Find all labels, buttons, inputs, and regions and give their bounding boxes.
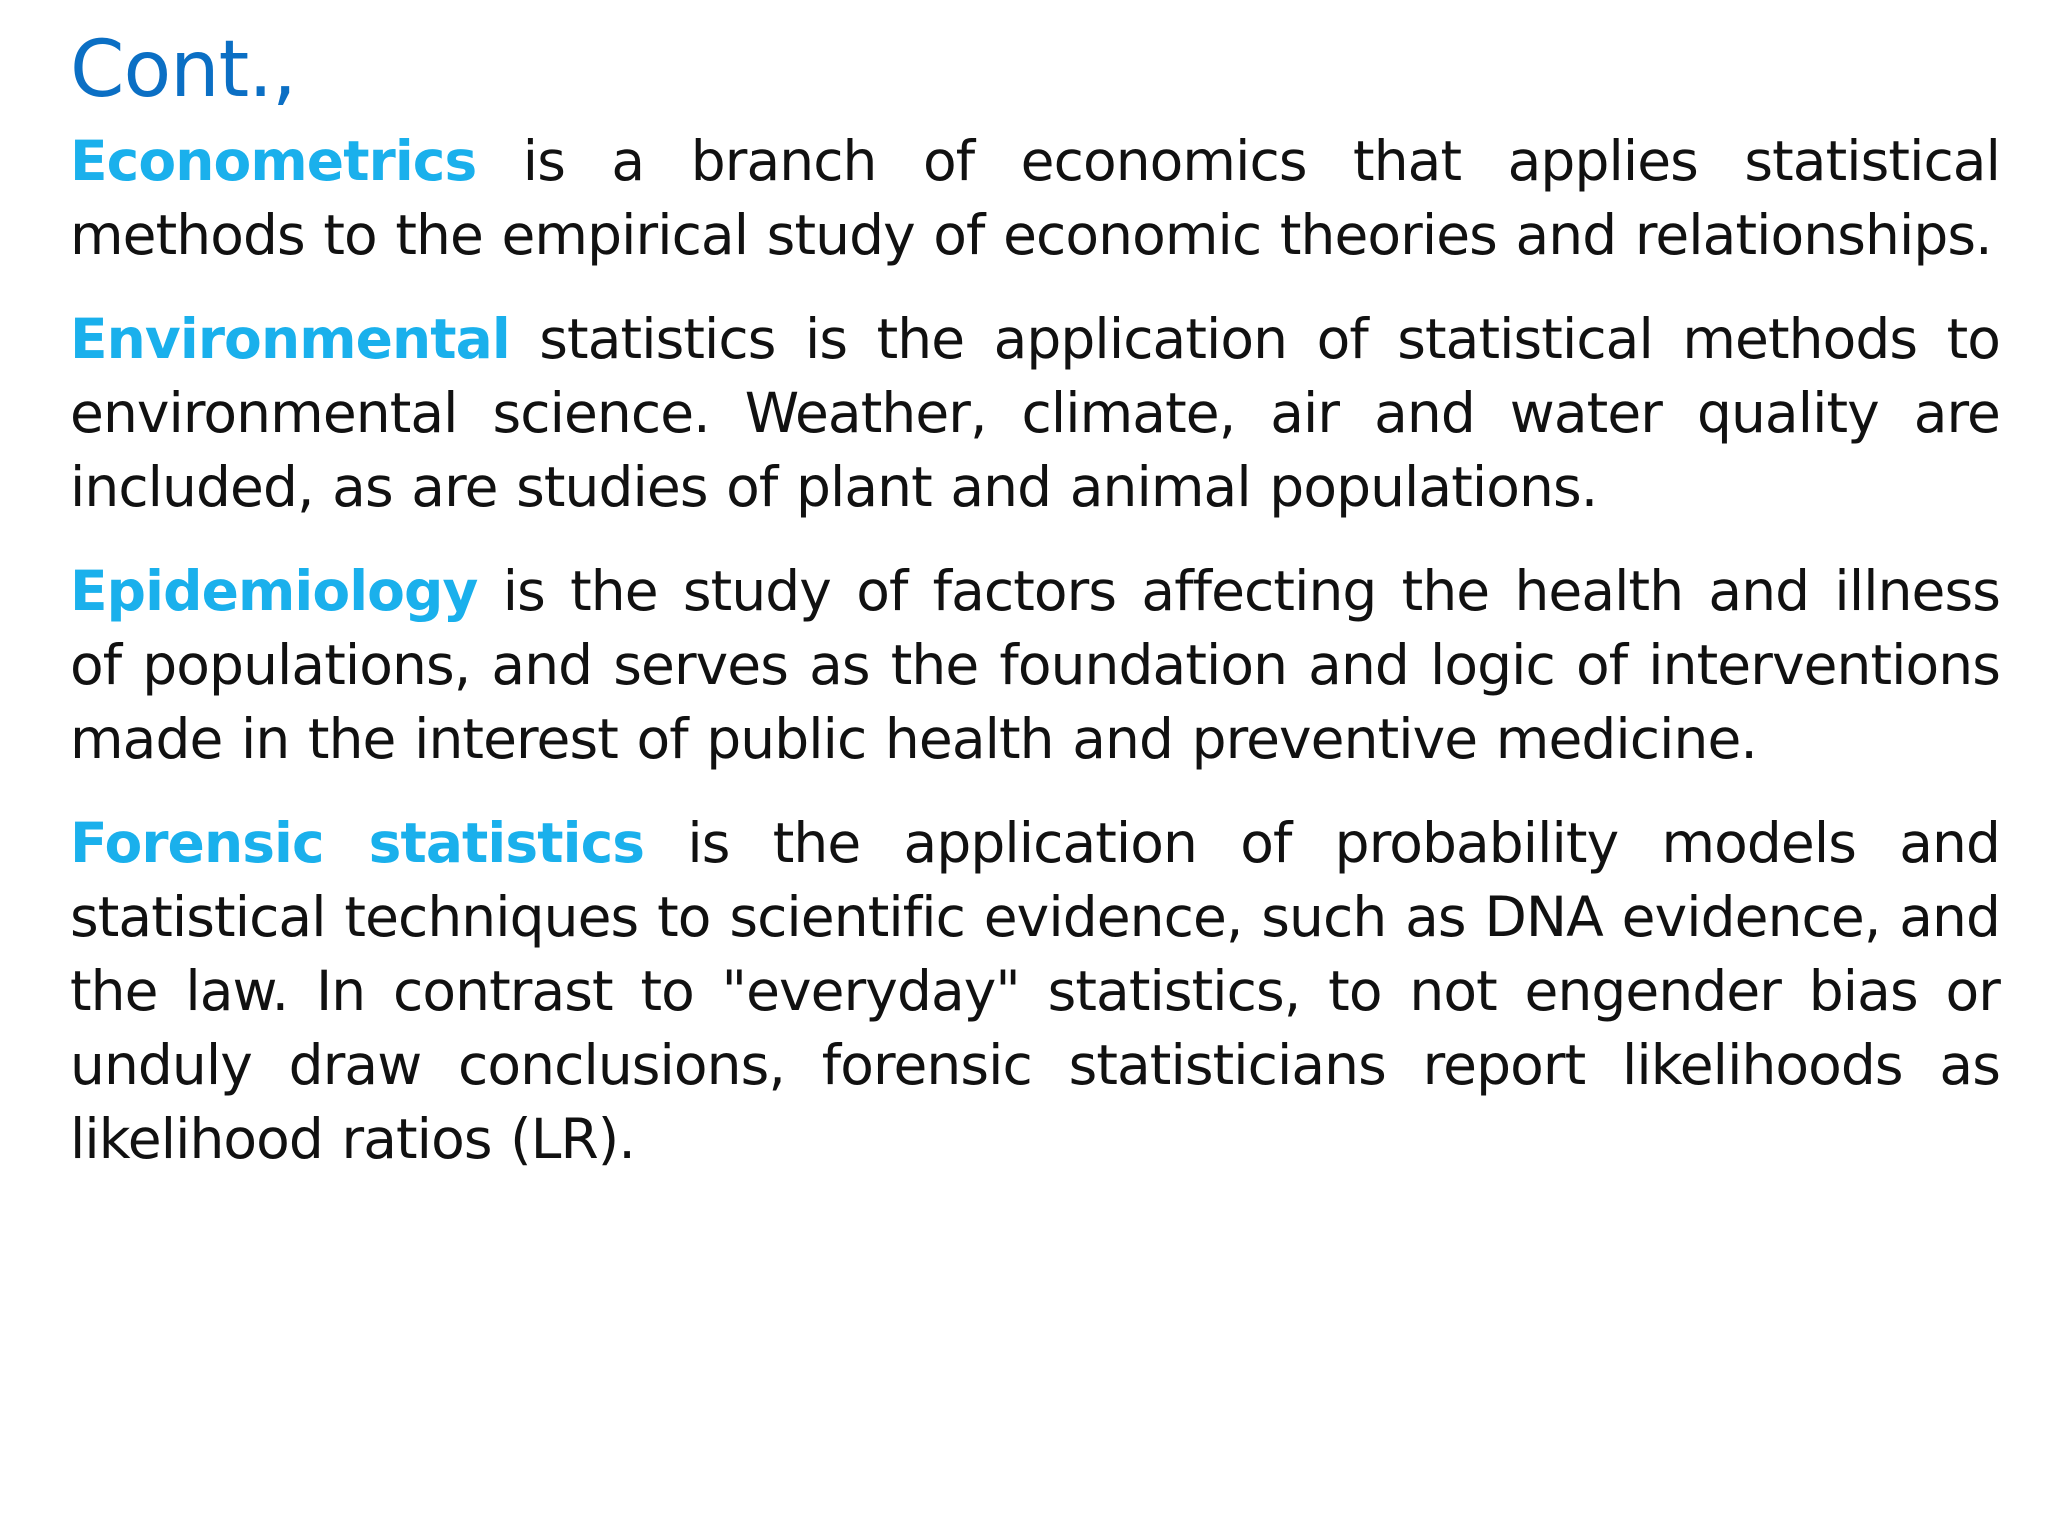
- slide-title: Cont.,: [70, 25, 296, 115]
- paragraph-econometrics: [70, 124, 2000, 272]
- definition-epidemiology: is the study of factors affecting the health and illness of populations, and serves as the foundation and logic of interventions made in the interest of public health and preventive medicine.: [70, 559, 2000, 771]
- paragraph-epidemiology: [70, 554, 2000, 776]
- definition-forensic-statistics: is the application of probability models and statistical techniques to scientific evidence, such as DNA evidence, and the law. In contrast to "everyday" statistics, to not engender bias or unduly draw conclusions, forensic statisticians report likelihoods as likelihood ratios (LR).: [70, 811, 2000, 1171]
- slide-body: [70, 124, 2000, 1206]
- definition-environmental: statistics is the application of statistical methods to environmental science. Weather, climate, air and water quality are included, as are studies of plant and animal populations.: [70, 307, 2000, 519]
- definition-econometrics: is a branch of economics that applies statistical methods to the empirical study of economic theories and relationships.: [70, 129, 2000, 267]
- term-environmental: Environmental: [70, 307, 510, 371]
- term-epidemiology: Epidemiology: [70, 559, 478, 623]
- paragraph-forensic-statistics: [70, 806, 2000, 1176]
- term-econometrics: Econometrics: [70, 129, 477, 193]
- paragraph-environmental: [70, 302, 2000, 524]
- term-forensic-statistics: Forensic statistics: [70, 811, 645, 875]
